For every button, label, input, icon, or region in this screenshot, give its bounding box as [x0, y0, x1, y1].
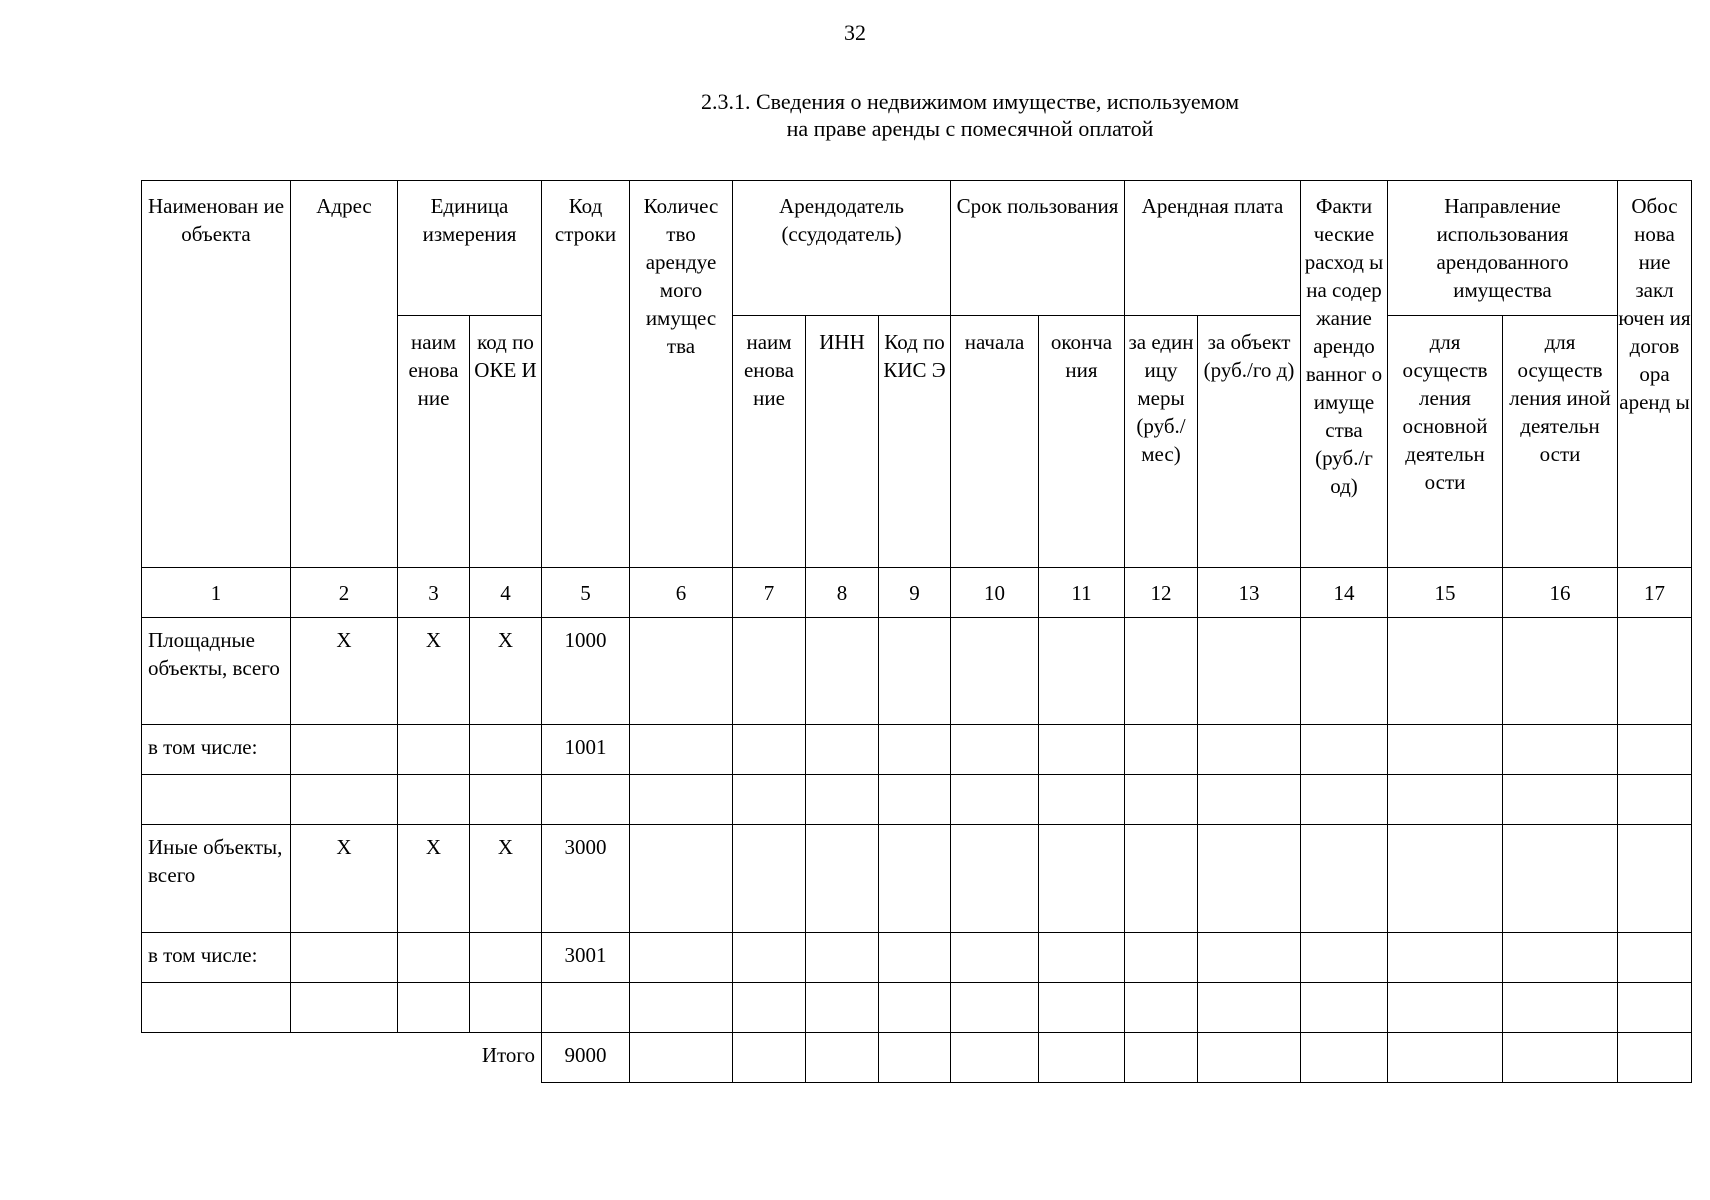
row-cell: [1039, 775, 1125, 825]
row-unit-name: X: [398, 618, 470, 725]
header-unit-name: наим енова ние: [398, 316, 470, 568]
row-cell: [1301, 933, 1388, 983]
header-term-end: оконча ния: [1039, 316, 1125, 568]
row-code: 3001: [542, 933, 630, 983]
row-cell: [1618, 775, 1692, 825]
table-row: [142, 825, 1692, 933]
row-address: X: [291, 825, 398, 933]
row-cell: [630, 983, 733, 1033]
header-row-code: Код строки: [542, 181, 630, 568]
total-cell: [1039, 1033, 1125, 1083]
row-cell: [630, 725, 733, 775]
header-rent-per-object: за объект (руб./го д): [1198, 316, 1301, 568]
row-cell: [1198, 725, 1301, 775]
table-row: [142, 983, 1692, 1033]
total-code: 9000: [542, 1033, 630, 1083]
column-number: 7: [733, 568, 806, 618]
row-cell: [879, 983, 951, 1033]
row-cell: [1301, 825, 1388, 933]
row-cell: [1039, 618, 1125, 725]
row-cell: [1039, 983, 1125, 1033]
row-unit-okei: X: [470, 825, 542, 933]
row-cell: [806, 983, 879, 1033]
row-address: X: [291, 618, 398, 725]
total-spacer: [398, 1033, 470, 1083]
row-address: [291, 983, 398, 1033]
row-cell: [733, 618, 806, 725]
row-cell: [951, 933, 1039, 983]
column-number: 16: [1503, 568, 1618, 618]
row-cell: [1301, 725, 1388, 775]
page-number: 32: [844, 20, 866, 45]
row-cell: [1039, 725, 1125, 775]
column-number: 13: [1198, 568, 1301, 618]
row-cell: [1198, 825, 1301, 933]
column-number: 17: [1618, 568, 1692, 618]
row-cell: [1125, 725, 1198, 775]
row-cell: [1198, 775, 1301, 825]
row-cell: [1388, 983, 1503, 1033]
header-rent-per-unit: за един ицу меры (руб./ мес): [1125, 316, 1198, 568]
row-cell: [879, 618, 951, 725]
row-cell: [806, 618, 879, 725]
row-unit-okei: [470, 933, 542, 983]
row-cell: [1388, 618, 1503, 725]
row-unit-name: [398, 775, 470, 825]
column-number: 5: [542, 568, 630, 618]
row-cell: [1125, 983, 1198, 1033]
header-term-group: Срок пользования: [951, 181, 1125, 316]
column-number: 10: [951, 568, 1039, 618]
total-cell: [1125, 1033, 1198, 1083]
row-cell: [806, 775, 879, 825]
row-cell: [1198, 618, 1301, 725]
row-address: [291, 933, 398, 983]
table-row: [142, 618, 1692, 725]
row-cell: [806, 933, 879, 983]
row-cell: [733, 775, 806, 825]
table-row: [142, 725, 1692, 775]
row-cell: [630, 775, 733, 825]
row-cell: [1618, 825, 1692, 933]
header-quantity: Количес тво арендуе мого имущес тва: [630, 181, 733, 568]
row-cell: [630, 933, 733, 983]
row-cell: [1198, 983, 1301, 1033]
row-cell: [879, 933, 951, 983]
row-address: [291, 775, 398, 825]
row-unit-name: [398, 983, 470, 1033]
row-name: Иные объекты, всего: [142, 825, 291, 933]
table-title: [660, 88, 1280, 142]
row-cell: [1388, 725, 1503, 775]
column-number: 9: [879, 568, 951, 618]
row-name: [142, 775, 291, 825]
row-unit-name: [398, 725, 470, 775]
row-cell: [951, 825, 1039, 933]
header-actual-costs: Факти ческие расход ы на содер жание арендо ванног о имуще ства (руб./г од): [1301, 181, 1388, 568]
row-unit-name: [398, 933, 470, 983]
row-cell: [951, 725, 1039, 775]
header-object-name: Наименован ие объекта: [142, 181, 291, 568]
column-number-row: [142, 568, 1692, 618]
row-cell: [1125, 775, 1198, 825]
header-lessor-name: наим енова ние: [733, 316, 806, 568]
row-cell: [1301, 618, 1388, 725]
header-usage-other: для осуществ ления иной деятельн ости: [1503, 316, 1618, 568]
row-unit-okei: [470, 983, 542, 1033]
row-unit-okei: X: [470, 618, 542, 725]
header-usage-group: Направление использования арендованного имущества: [1388, 181, 1618, 316]
row-cell: [1198, 933, 1301, 983]
total-cell: [1301, 1033, 1388, 1083]
row-cell: [1125, 618, 1198, 725]
row-cell: [733, 725, 806, 775]
row-cell: [879, 775, 951, 825]
row-cell: [806, 725, 879, 775]
header-justification: Обос нова ние закл ючен ия догов ора аренд ы: [1618, 181, 1692, 568]
row-cell: [1618, 933, 1692, 983]
row-code: 1001: [542, 725, 630, 775]
header-lessor-inn: ИНН: [806, 316, 879, 568]
row-cell: [1388, 825, 1503, 933]
row-code: [542, 775, 630, 825]
header-rent-group: Арендная плата: [1125, 181, 1301, 316]
row-cell: [1301, 983, 1388, 1033]
column-number: 1: [142, 568, 291, 618]
total-cell: [1503, 1033, 1618, 1083]
column-number: 3: [398, 568, 470, 618]
total-label: Итого: [481, 1043, 535, 1067]
row-cell: [1039, 825, 1125, 933]
row-name: Площадные объекты, всего: [142, 618, 291, 725]
column-number: 4: [470, 568, 542, 618]
header-address: Адрес: [291, 181, 398, 568]
row-unit-name: X: [398, 825, 470, 933]
row-unit-okei: [470, 725, 542, 775]
row-name: в том числе:: [142, 725, 291, 775]
row-cell: [1503, 725, 1618, 775]
column-number: 14: [1301, 568, 1388, 618]
row-cell: [879, 825, 951, 933]
table-row: [142, 933, 1692, 983]
row-cell: [1503, 825, 1618, 933]
row-cell: [1618, 725, 1692, 775]
row-cell: [1503, 618, 1618, 725]
row-code: 1000: [542, 618, 630, 725]
row-cell: [733, 983, 806, 1033]
property-table: [141, 180, 1692, 1083]
total-row: [142, 1033, 1692, 1083]
row-cell: [1039, 933, 1125, 983]
total-cell: [630, 1033, 733, 1083]
total-cell: [951, 1033, 1039, 1083]
row-cell: [630, 618, 733, 725]
header-lessor-kise: Код по КИС Э: [879, 316, 951, 568]
row-cell: [733, 933, 806, 983]
row-cell: [1503, 983, 1618, 1033]
row-code: 3000: [542, 825, 630, 933]
row-cell: [733, 825, 806, 933]
header-term-start: начала: [951, 316, 1039, 568]
total-cell: [1618, 1033, 1692, 1083]
column-number: 12: [1125, 568, 1198, 618]
row-code: [542, 983, 630, 1033]
total-spacer: [142, 1033, 291, 1083]
row-address: [291, 725, 398, 775]
header-row-1: [142, 181, 1692, 316]
column-number: 6: [630, 568, 733, 618]
row-cell: [879, 725, 951, 775]
row-cell: [951, 775, 1039, 825]
row-cell: [1503, 775, 1618, 825]
row-cell: [1388, 933, 1503, 983]
row-cell: [1125, 933, 1198, 983]
column-number: 15: [1388, 568, 1503, 618]
row-cell: [1618, 983, 1692, 1033]
row-cell: [630, 825, 733, 933]
row-name: [142, 983, 291, 1033]
row-cell: [951, 618, 1039, 725]
total-spacer: [291, 1033, 398, 1083]
column-number: 2: [291, 568, 398, 618]
row-unit-okei: [470, 775, 542, 825]
header-usage-main: для осуществ ления основной деятельн ости: [1388, 316, 1503, 568]
row-cell: [1503, 933, 1618, 983]
row-name: в том числе:: [142, 933, 291, 983]
header-unit-group: Единица измерения: [398, 181, 542, 316]
total-cell: [879, 1033, 951, 1083]
row-cell: [1618, 618, 1692, 725]
row-cell: [1388, 775, 1503, 825]
table-row: [142, 775, 1692, 825]
header-unit-okei: код по ОКЕ И: [470, 316, 542, 568]
total-cell: [733, 1033, 806, 1083]
total-cell: [806, 1033, 879, 1083]
header-lessor-group: Арендодатель (ссудодатель): [733, 181, 951, 316]
table-title-line-2: на праве аренды с помесячной оплатой: [786, 116, 1154, 141]
total-cell: [1198, 1033, 1301, 1083]
column-number: 11: [1039, 568, 1125, 618]
row-cell: [1301, 775, 1388, 825]
column-number: 8: [806, 568, 879, 618]
row-cell: [951, 983, 1039, 1033]
total-cell: [1388, 1033, 1503, 1083]
row-cell: [806, 825, 879, 933]
row-cell: [1125, 825, 1198, 933]
table-title-line-1: 2.3.1. Сведения о недвижимом имуществе, используемом: [700, 89, 1240, 114]
